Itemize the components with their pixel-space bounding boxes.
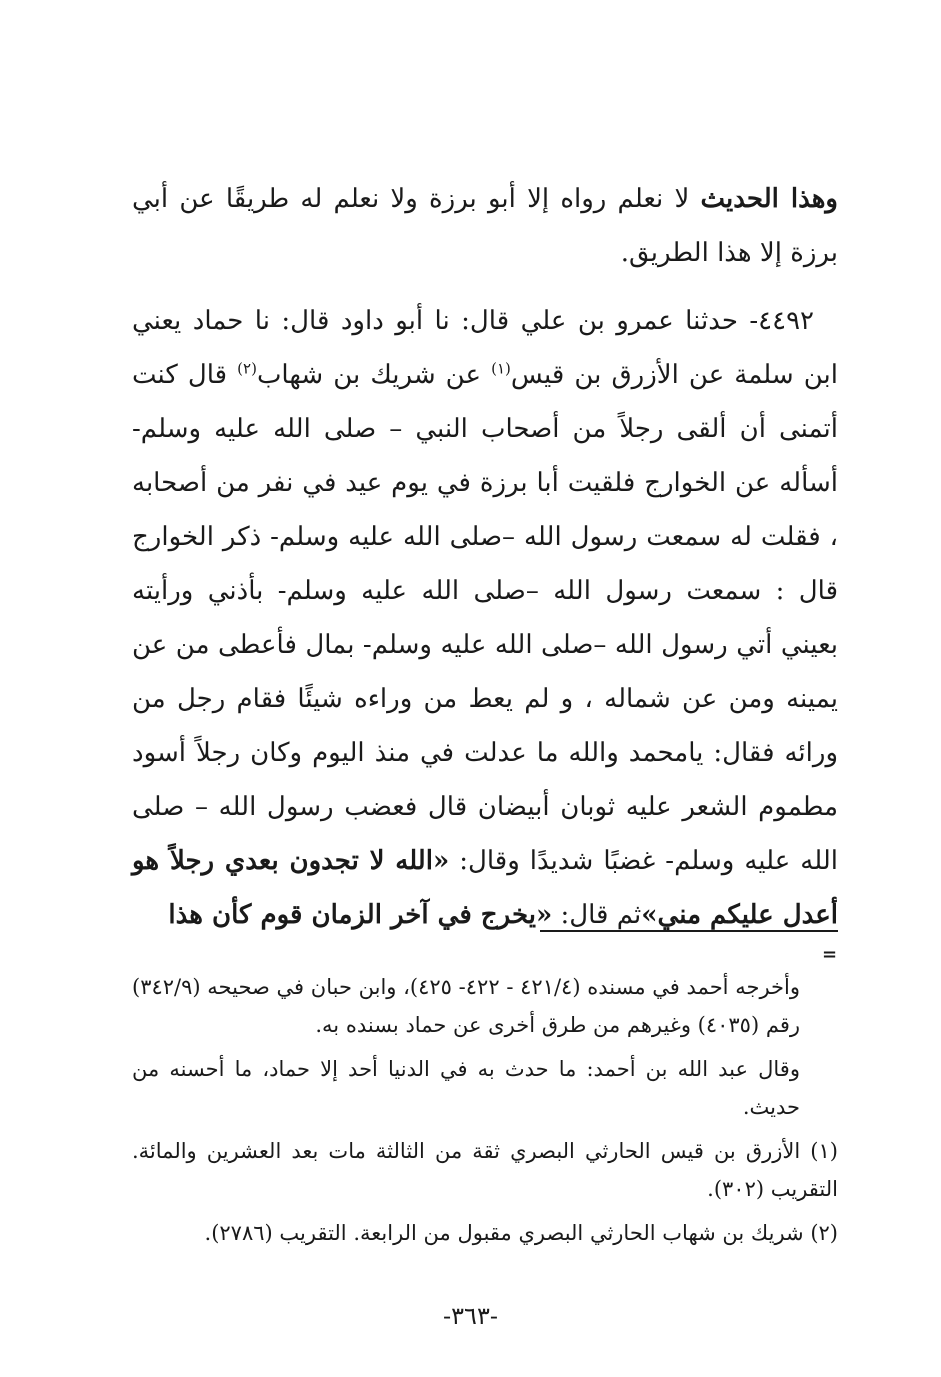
footnote-continuation-2: وقال عبد الله بن أحمد: ما حدث به في الدنيا أحد إلا حماد، ما أحسنه من حديث. — [132, 1057, 800, 1119]
prophet-quote-2: «يخرج في آخر الزمان قوم كأن هذا — [168, 900, 553, 930]
hadith-text-1: ٤٤٩٢- حدثنا عمرو بن علي قال: نا أبو داود قال: نا حماد يعني ابن سلمة عن الأزرق بن قيس — [132, 306, 838, 390]
hadith-text-3: قال كنت أتمنى أن ألقى رجلاً من أصحاب النبي – صلى الله عليه وسلم- أسأله عن الخوارج فلقيت أبا برزة في يوم عيد في نفر من أصحابه ، فقلت له سمعت رسول الله –صلى الله عليه وسلم- ذكر الخوارج قال : سمعت رسول الله –صلى الله عليه وسلم- بأذني ورأيته بعيني أتي رسول الله –صلى الله عليه وسلم- بمال فأعطى من عن يمينه ومن عن شماله ، و لم يعط من وراءه شيئًا فقام رجل من ورائه فقال: يامحمد والله ما عدلت في منذ اليوم وكان رجلاً أسود مطموم الشعر عليه ثوبان أبيضان قال فعضب رسول الله – صلى الله عليه وسلم- غضبًا شديدًا وقال: — [132, 360, 839, 876]
continuation-mark: = — [822, 944, 838, 965]
bold-lead: وهذا الحديث — [700, 184, 838, 214]
main-text — [132, 172, 838, 942]
paragraph-text: لا نعلم رواه إلا أبو برزة ولا نعلم له طريقًا عن أبي برزة إلا هذا الطريق. — [132, 184, 838, 268]
hadith-text-4: ثم قال: — [552, 900, 642, 930]
paragraph-hadith-note — [132, 172, 838, 280]
footnotes — [132, 968, 838, 1258]
hadith-text-2: عن شريك بن شهاب — [256, 360, 492, 390]
footnote-separator — [540, 930, 838, 932]
footnote-continuation-1: وأخرجه أحمد في مسنده (٤٢١/٤ - ٤٢٢- ٤٢٥)، وابن حبان في صحيحه (٣٤٢/٩) رقم (٤٠٣٥) وغيرهم من طرق أخرى عن حماد بسنده به. — [132, 975, 801, 1037]
footnote-ref-1: (١) — [491, 359, 511, 378]
footnote-1: (١) الأزرق بن قيس الحارثي البصري ثقة من الثالثة مات بعد العشرين والمائة. التقريب (٣٠٢). — [132, 1139, 838, 1201]
prophet-quote-1: «الله لا تجدون بعدي رجلاً هو أعدل عليكم مني» — [132, 846, 838, 930]
paragraph-hadith-4492 — [132, 294, 838, 942]
page-number: -٣٦٣- — [443, 1302, 498, 1330]
footnote-2: (٢) شريك بن شهاب الحارثي البصري مقبول من الرابعة. التقريب (٢٧٨٦). — [204, 1221, 838, 1245]
footnote-ref-2: (٢) — [237, 359, 257, 378]
